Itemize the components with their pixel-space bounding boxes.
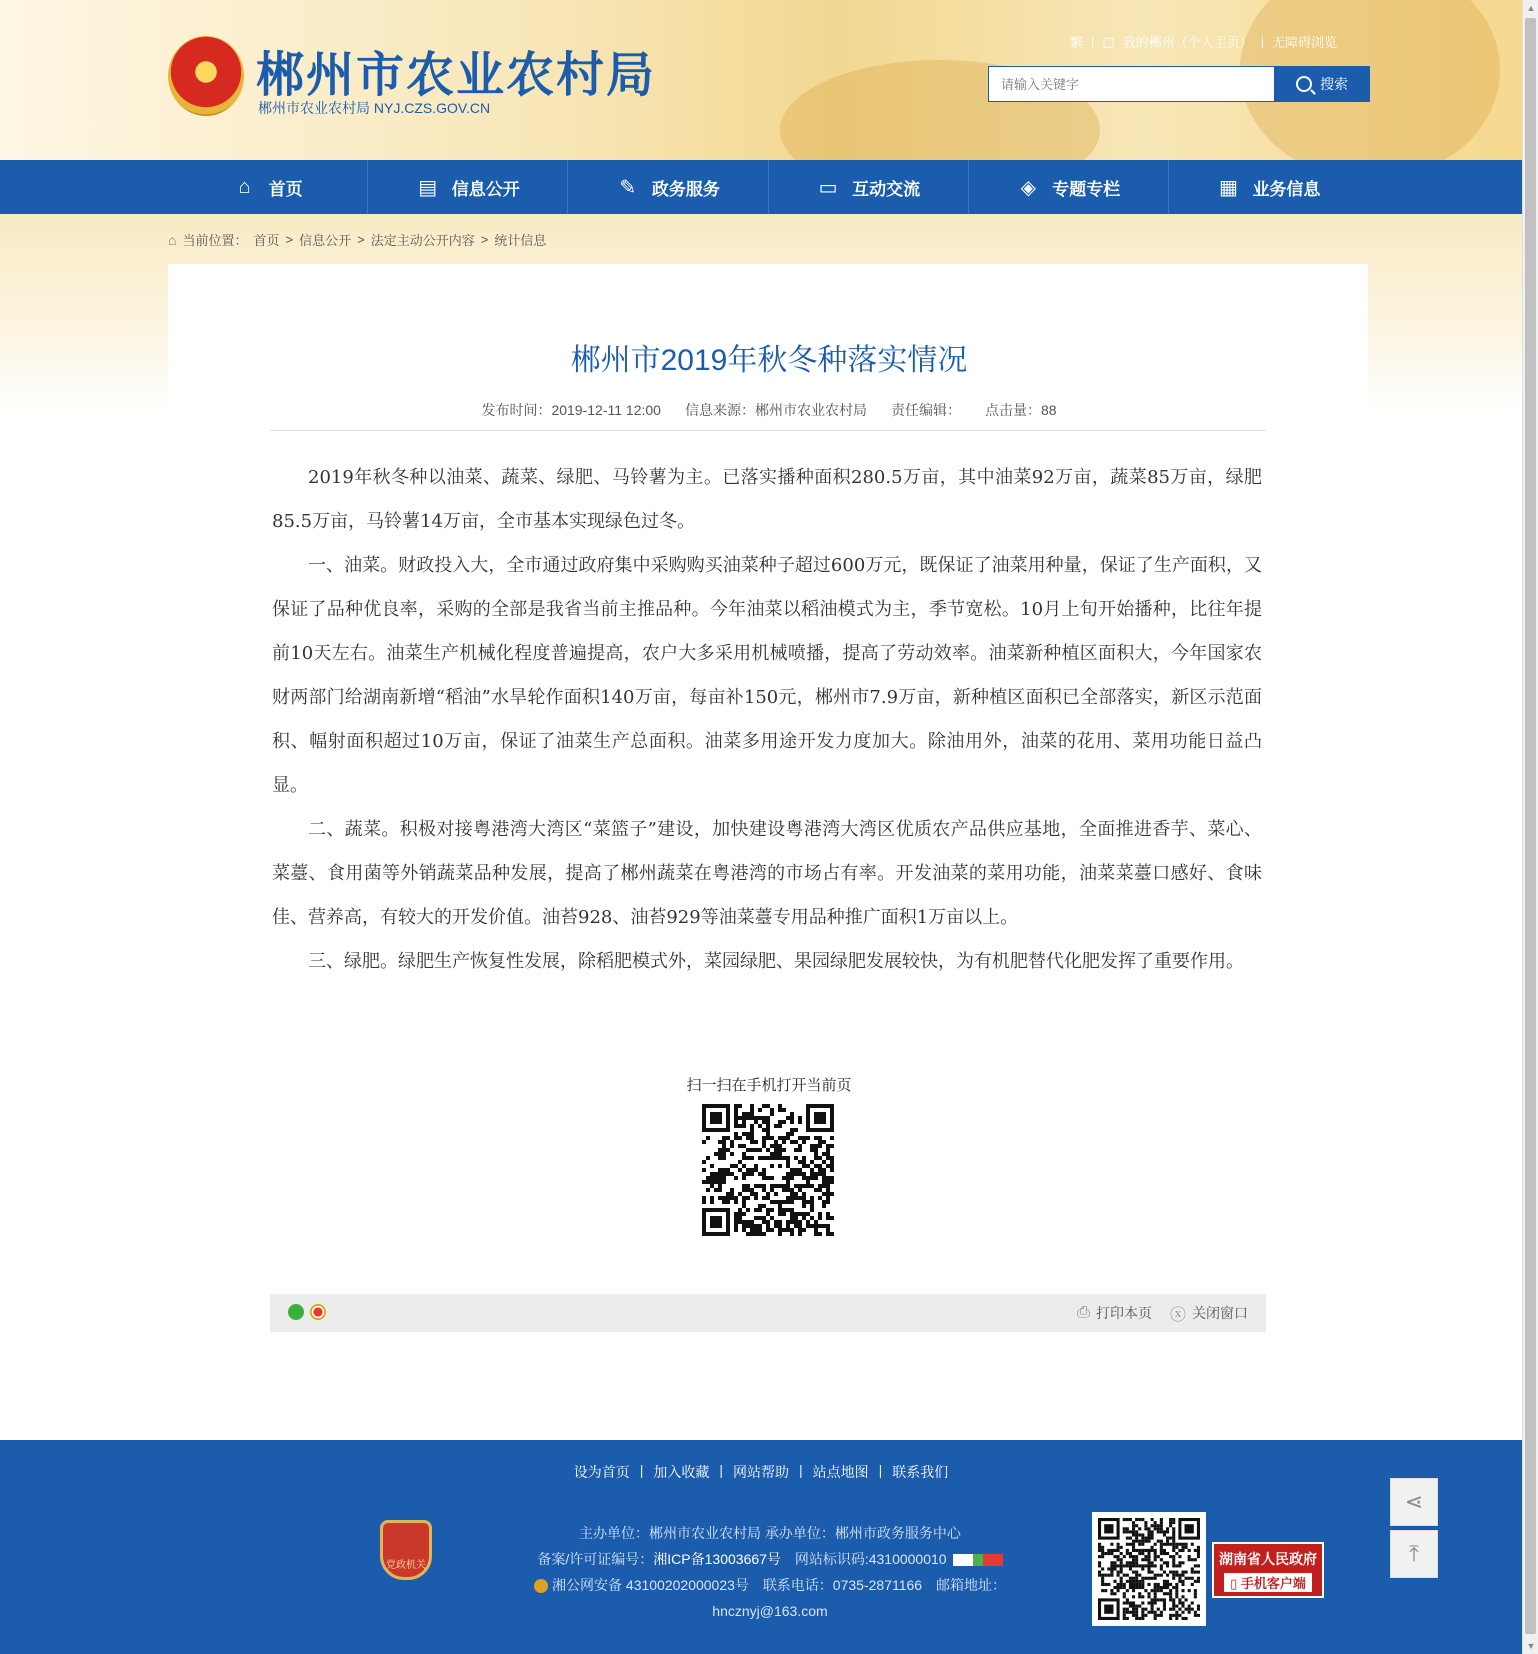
search-button-label: 搜索: [1320, 76, 1348, 92]
breadcrumb-home[interactable]: 首页: [253, 233, 280, 248]
arrow-up-icon: ⤒: [1409, 1541, 1419, 1566]
my-chenzhou-icon: ▢: [1102, 33, 1115, 49]
nav-item-info-disclosure[interactable]: [368, 160, 568, 214]
footer-link-bookmark[interactable]: 加入收藏: [653, 1464, 710, 1480]
nav-label: 专题专栏: [1052, 179, 1121, 199]
edit-icon: ✎: [619, 176, 637, 199]
site-subtitle: 郴州市农业农村局 NYJ.CZS.GOV.CN: [258, 100, 491, 116]
cnzz-stat-icon[interactable]: [953, 1554, 1003, 1566]
mail-label: 邮箱地址：: [935, 1577, 1006, 1593]
breadcrumb-separator: >: [357, 232, 365, 247]
share-icon: ⋖: [1404, 1489, 1424, 1514]
close-circle-icon: ⓧ: [1169, 1306, 1186, 1324]
nav-item-special-topics[interactable]: [969, 160, 1169, 214]
mail-address: hncznyj@163.com: [712, 1603, 828, 1619]
police-line: [520, 1572, 1020, 1598]
separator: |: [799, 1462, 803, 1478]
nav-item-gov-services[interactable]: [568, 160, 768, 214]
share-button[interactable]: [1390, 1478, 1438, 1526]
paragraph: 二、蔬菜。积极对接粤港湾大湾区“菜篮子”建设，加快建设粤港湾大湾区优质农产品供应基地，全面推进香芋、菜心、菜薹、食用菌等外销蔬菜品种发展，提高了郴州蔬菜在粤港湾的市场占有率。开发油菜的菜用功能，油菜菜薹口感好、食味佳、营养高，有较大的开发价值。油苔928、油苔929等油菜薹专用品种推广面积1万亩以上。: [272, 819, 1262, 928]
icp-line: [520, 1546, 1020, 1572]
search-input[interactable]: [989, 67, 1275, 101]
accessibility-link[interactable]: 无障碍浏览: [1272, 35, 1338, 50]
footer-link-help[interactable]: 网站帮助: [733, 1464, 789, 1480]
document-icon: ▤: [418, 176, 438, 199]
publish-time: 发布时间：2019-12-11 12:00: [481, 402, 661, 418]
my-chenzhou-link[interactable]: 我的郴州（个人主页）: [1122, 35, 1253, 50]
separator: |: [1260, 34, 1265, 49]
traditional-chinese-link[interactable]: 繁: [1070, 35, 1084, 50]
phone-icon: ▯: [1230, 1575, 1238, 1591]
party-gov-badge[interactable]: [380, 1520, 432, 1580]
print-button[interactable]: [1077, 1303, 1152, 1323]
phone: 联系电话：0735-2871166: [762, 1577, 923, 1593]
paragraph: 一、油菜。财政投入大，全市通过政府集中采购购买油菜种子超过600万元，既保证了油菜用种量，保证了生产面积，又保证了品种优良率，采购的全部是我省当前主推品种。今年油菜以稻油模式为主，季节宽松。10月上旬开始播种，比往年提前10天左右。油菜生产机械化程度普遍提高，农户大多采用机械喷播，提高了劳动效率。油菜新种植区面积大，今年国家农财两部门给湖南新增“稻油”水旱轮作面积140万亩，每亩补150元，郴州市7.9万亩，新种植区面积已全部落实，新区示范面积、幅射面积超过10万亩，保证了油菜生产总面积。油菜多用途开发力度加大。除油用外，油菜的花用、菜用功能日益凸显。: [272, 555, 1262, 796]
police-badge-icon: [534, 1579, 548, 1593]
scroll-up-arrow-icon[interactable]: ▲: [1526, 3, 1536, 13]
editor: 责任编辑：: [890, 402, 961, 418]
footer-links: [0, 1462, 1522, 1482]
police-record[interactable]: 湘公网安备 43100202000023号: [552, 1577, 749, 1593]
scroll-down-arrow-icon[interactable]: ▼: [1526, 1641, 1536, 1651]
separator: |: [878, 1462, 883, 1478]
gov-app-sub-label: 手机客户端: [1240, 1575, 1306, 1591]
breadcrumb-separator: >: [480, 232, 489, 247]
nav-label: 政务服务: [651, 179, 720, 199]
nav-label: 信息公开: [451, 179, 520, 199]
footer-info: [520, 1520, 1020, 1624]
footer-link-contact[interactable]: 联系我们: [892, 1464, 949, 1480]
national-emblem-logo: [168, 36, 244, 116]
share-bar: [270, 1294, 1266, 1332]
nav-label: 首页: [268, 179, 303, 199]
sponsor-line: 主办单位：郴州市农业农村局 承办单位：郴州市政务服务中心: [579, 1525, 961, 1541]
scroll-thumb[interactable]: [1525, 18, 1536, 1634]
printer-icon: ⎙: [1077, 1304, 1090, 1321]
top-links: [1070, 32, 1337, 51]
back-to-top-button[interactable]: [1390, 1530, 1438, 1578]
main-nav: [0, 160, 1522, 214]
footer-link-sitemap[interactable]: 站点地图: [812, 1464, 869, 1480]
chat-icon: ▭: [818, 176, 838, 199]
site-id: 网站标识码:4310000010: [794, 1551, 947, 1567]
article-body: [272, 456, 1262, 984]
breadcrumb-statistics[interactable]: 统计信息: [494, 233, 547, 248]
search-button[interactable]: [1274, 66, 1370, 102]
badge-text: 党政机关: [386, 1560, 426, 1571]
info-source: 信息来源：郴州市农业农村局: [684, 402, 867, 418]
search-box: [988, 66, 1276, 102]
title-divider: [270, 430, 1266, 431]
gov-app-title: 湖南省人民政府: [1219, 1550, 1317, 1567]
click-count: 点击量：88: [984, 402, 1057, 418]
file-icon: ▦: [1218, 176, 1238, 199]
breadcrumb-prefix: 当前位置：: [182, 233, 248, 248]
separator: |: [719, 1462, 723, 1478]
site-title[interactable]: 郴州市农业农村局: [256, 49, 657, 102]
close-window-button[interactable]: [1170, 1302, 1248, 1325]
separator: |: [1091, 34, 1095, 49]
weibo-share-icon[interactable]: [310, 1304, 326, 1320]
icp-number[interactable]: 湘ICP备13003667号: [653, 1551, 781, 1567]
breadcrumb-separator: >: [285, 232, 294, 247]
separator: |: [639, 1462, 644, 1478]
page-scrollbar[interactable]: [1522, 0, 1538, 1654]
gov-app-sub: [1224, 1573, 1312, 1592]
breadcrumb-statutory-content[interactable]: 法定主动公开内容: [370, 233, 475, 248]
close-label: 关闭窗口: [1192, 1305, 1248, 1321]
home-icon: ⌂: [238, 175, 251, 198]
nav-item-interaction[interactable]: [769, 160, 969, 214]
print-label: 打印本页: [1095, 1305, 1152, 1321]
paragraph: 三、绿肥。绿肥生产恢复性发展，除稻肥模式外，菜园绿肥、果园绿肥发展较快，为有机肥替代化肥发挥了重要作用。: [308, 951, 1244, 972]
nav-label: 业务信息: [1252, 179, 1321, 199]
icp-label: 备案/许可证编号：: [537, 1551, 654, 1567]
nav-item-business-info[interactable]: [1169, 160, 1368, 214]
article-title: 郴州市2019年秋冬种落实情况: [570, 344, 968, 377]
breadcrumb: [168, 230, 546, 249]
breadcrumb-info-disclosure[interactable]: 信息公开: [299, 233, 352, 248]
footer-qr-code: [1092, 1512, 1206, 1626]
wechat-share-icon[interactable]: [288, 1304, 304, 1320]
nav-item-home[interactable]: [168, 160, 368, 214]
hunan-gov-app-button[interactable]: [1212, 1542, 1324, 1598]
footer-link-set-home[interactable]: 设为首页: [573, 1464, 630, 1480]
layers-icon: ◈: [1020, 176, 1036, 199]
nav-label: 互动交流: [852, 179, 921, 199]
paragraph: 2019年秋冬种以油菜、蔬菜、绿肥、马铃薯为主。已落实播种面积280.5万亩，其中油菜92万亩，蔬菜85万亩，绿肥85.5万亩，马铃薯14万亩，全市基本实现绿色过冬。: [272, 467, 1262, 532]
page-qr-code: [702, 1104, 834, 1236]
article-meta: [0, 400, 1538, 420]
qr-label: 扫一扫在手机打开当前页: [686, 1077, 852, 1094]
home-icon: ⌂: [168, 231, 177, 248]
search-icon: [1296, 76, 1312, 92]
